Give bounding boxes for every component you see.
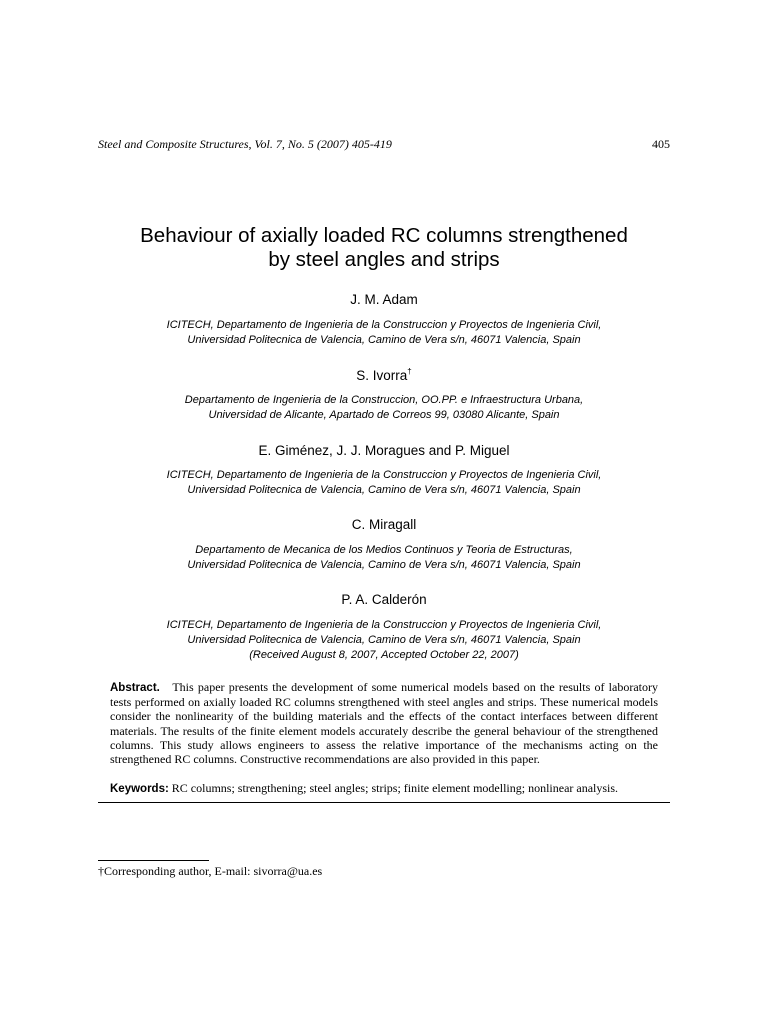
author-name: E. Giménez, J. J. Moragues and P. Miguel <box>258 443 510 458</box>
footnote-divider <box>98 860 209 861</box>
paper-title-line-1: Behaviour of axially loaded RC columns strengthened <box>140 224 628 247</box>
author-affiliation: ICITECH, Departamento de Ingenieria de la Construccion y Proyectos de Ingenieria Civil, Universidad Politecnica de Valencia, Camino de Vera s/n, 46071 Valencia, Spain <box>166 469 602 496</box>
journal-citation: Steel and Composite Structures, Vol. 7, No. 5 (2007) 405-419 <box>98 137 392 151</box>
abstract-text: This paper presents the development of some numerical models based on the results of laboratory tests performed on axially loaded RC columns strengthened with steel angles and strips. These numerical models consider the nonlinearity of the building materials and the effects of the contact interfaces between different materials. The results of the finite element models accurately describe the general behaviour of the strengthened columns. This study allows engineers to assess the relative importance of the mechanisms acting on the strengthened RC columns. Constructive recommendations are also provided in this paper. <box>110 680 658 767</box>
received-dates: (Received August 8, 2007, Accepted October 22, 2007) <box>249 649 519 661</box>
author-affiliation: ICITECH, Departamento de Ingenieria de la Construccion y Proyectos de Ingenieria Civil, Universidad Politecnica de Valencia, Camino de Vera s/n, 46071 Valencia, Spain (Received August 8, 2007, Accepted October 22, 2007) <box>0 618 768 663</box>
paper-title-line-2: by steel angles and strips <box>268 248 500 271</box>
author-name: C. Miragall <box>351 517 417 532</box>
author-affiliation: Departamento de Mecanica de los Medios Continuos y Teoria de Estructuras, Universidad Politecnica de Valencia, Camino de Vera s/n, 46071 Valencia, Spain <box>187 544 581 571</box>
paper-title <box>0 224 768 272</box>
abstract-label: Abstract. <box>110 682 160 694</box>
corresponding-author-mark: † <box>407 367 412 376</box>
author-name: P. A. Calderón <box>341 592 427 607</box>
abstract <box>110 680 658 766</box>
abstract-divider <box>98 802 670 803</box>
keywords-text: RC columns; strengthening; steel angles; strips; finite element modelling; nonlinear analysis. <box>171 781 619 795</box>
author-name: J. M. Adam <box>350 292 418 307</box>
keywords-label: Keywords: <box>110 783 169 795</box>
author-name: S. Ivorra† <box>356 367 412 383</box>
author-affiliation: ICITECH, Departamento de Ingenieria de la Construccion y Proyectos de Ingenieria Civil, Universidad Politecnica de Valencia, Camino de Vera s/n, 46071 Valencia, Spain <box>166 319 602 346</box>
page-number: 405 <box>652 137 670 151</box>
footnote: †Corresponding author, E-mail: sivorra@ua.es <box>98 864 323 878</box>
keywords <box>110 781 658 796</box>
author-affiliation: Departamento de Ingenieria de la Construccion, OO.PP. e Infraestructura Urbana, Universidad de Alicante, Apartado de Correos 99, 03080 Alicante, Spain <box>184 394 584 421</box>
running-head <box>98 137 670 152</box>
